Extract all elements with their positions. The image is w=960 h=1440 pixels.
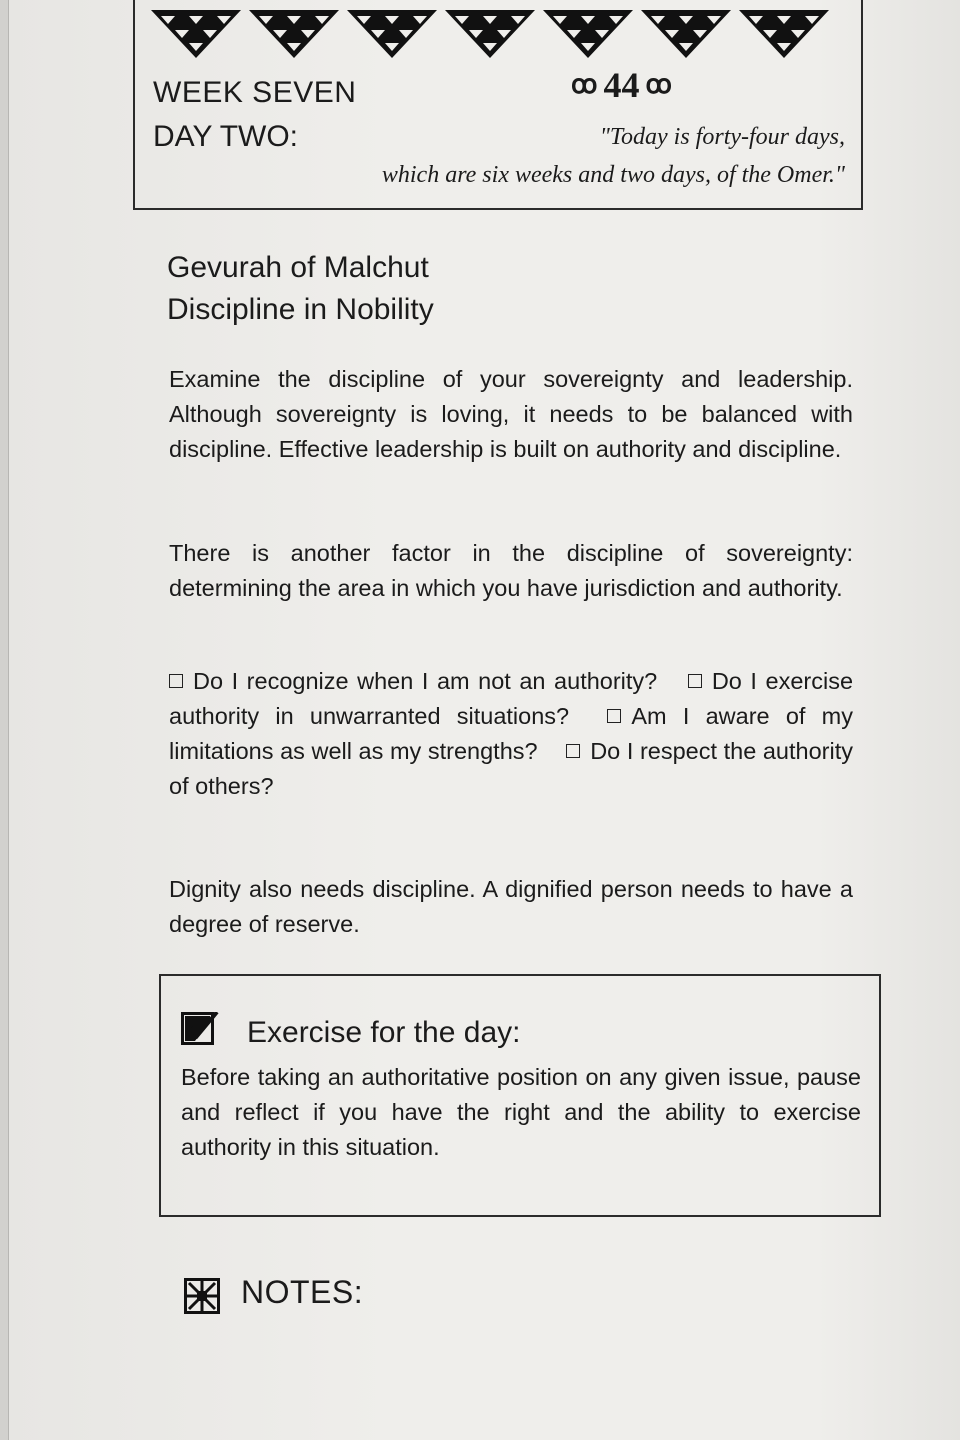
exercise-box [159, 974, 881, 1217]
notes-star-icon [184, 1278, 220, 1314]
exercise-text: Before taking an authoritative position on any given issue, pause and reflect if you have the right and the ability to exercise authority in this situation. [181, 1064, 861, 1160]
checkbox-icon [688, 674, 702, 688]
exercise-title: Exercise for the day: [247, 1016, 521, 1049]
question-text: Am I aware of my limitations as well as my strengths? [169, 703, 854, 764]
omer-day-number [565, 64, 678, 106]
paragraph-sovereignty-discipline: Examine the discipline of your sovereignty and leadership. Although sovereignty is loving, it needs to be balanced with discipline. Effective leadership is built on authority and discipline. [169, 366, 853, 462]
paragraph-dignity: Dignity also needs discipline. A dignified person needs to have a degree of reserve. [169, 876, 853, 937]
checkmark-box-icon [181, 1012, 221, 1050]
checkbox-icon [607, 709, 621, 723]
book-page [9, 0, 960, 1440]
question-text: Do I respect the authority of others? [169, 738, 853, 799]
header-box [133, 0, 863, 210]
notes-label: NOTES: [241, 1274, 364, 1310]
question-text: Do I recognize when I am not an authority? [193, 668, 658, 694]
question-text: Do I exercise authority in unwarranted situations? [169, 668, 854, 729]
count-line-2: which are six weeks and two days, of the Omer." [381, 162, 845, 188]
day-title [167, 247, 434, 331]
day-number-value: 44 [603, 65, 640, 105]
ornament-right: ꝏ [645, 70, 672, 99]
checkbox-icon [566, 744, 580, 758]
checkbox-icon [169, 674, 183, 688]
question-item [169, 668, 657, 694]
paragraph-jurisdiction: There is another factor in the discipline of sovereignty: determining the area in which you have jurisdiction and authority. [169, 540, 853, 601]
page-edge [0, 0, 9, 1440]
sefirah-title: Gevurah of Malchut [167, 251, 429, 284]
triangle-pattern-icon [151, 10, 851, 60]
count-line-1: "Today is forty-four days, [599, 124, 845, 150]
omer-count-quote [189, 118, 845, 194]
ornament-left: ꝏ [571, 70, 598, 99]
week-label: WEEK SEVEN [153, 76, 357, 109]
sefirah-subtitle: Discipline in Nobility [167, 293, 434, 326]
self-examination-questions [169, 664, 853, 804]
day-label: DAY TWO: [153, 120, 299, 153]
